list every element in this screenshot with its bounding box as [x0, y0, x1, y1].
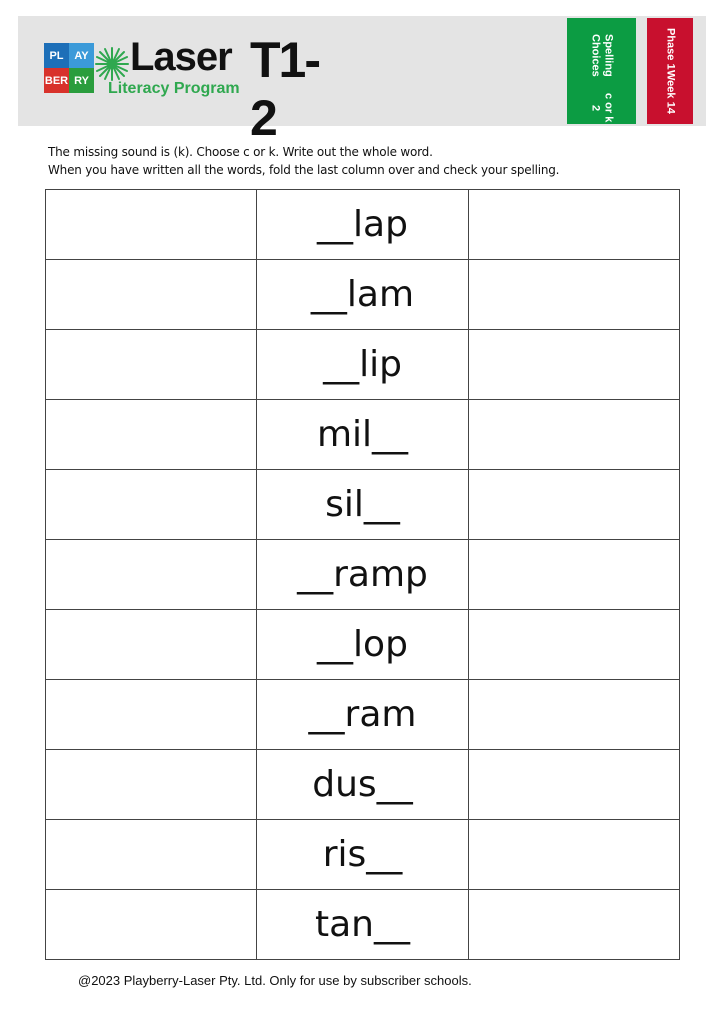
puzzle-piece-1: PL — [44, 43, 69, 68]
check-spelling-cell[interactable] — [468, 540, 679, 610]
check-spelling-cell[interactable] — [468, 820, 679, 890]
missing-sound-word: __ram — [257, 680, 468, 750]
puzzle-piece-4: RY — [69, 68, 94, 93]
word-row — [46, 540, 680, 610]
word-row — [46, 190, 680, 260]
write-answer-cell[interactable] — [46, 750, 257, 820]
puzzle-piece-2: AY — [69, 43, 94, 68]
check-spelling-cell[interactable] — [468, 260, 679, 330]
week-label: Week 14 — [664, 69, 677, 114]
laser-burst-icon — [94, 46, 130, 82]
write-answer-cell[interactable] — [46, 540, 257, 610]
check-spelling-cell[interactable] — [468, 750, 679, 820]
logo-subtitle: Literacy Program — [108, 80, 240, 97]
missing-sound-word: ris__ — [257, 820, 468, 890]
instruction-line-2: When you have written all the words, fold the last column over and check your spelling. — [48, 163, 560, 177]
word-row — [46, 820, 680, 890]
word-row — [46, 680, 680, 750]
write-answer-cell[interactable] — [46, 330, 257, 400]
missing-sound-word: mil__ — [257, 400, 468, 470]
missing-sound-word: __lam — [257, 260, 468, 330]
check-spelling-cell[interactable] — [468, 190, 679, 260]
missing-sound-word: sil__ — [257, 470, 468, 540]
word-row — [46, 400, 680, 470]
phase-week-tag — [647, 18, 693, 124]
copyright-footer: @2023 Playberry-Laser Pty. Ltd. Only for use by subscriber schools. — [78, 973, 472, 988]
write-answer-cell[interactable] — [46, 680, 257, 750]
check-spelling-cell[interactable] — [468, 330, 679, 400]
spelling-choices-tag — [567, 18, 636, 124]
laser-logo — [44, 32, 344, 146]
puzzle-piece-3: BER — [44, 68, 69, 93]
check-spelling-cell[interactable] — [468, 610, 679, 680]
logo-brand: Laser — [130, 35, 232, 79]
write-answer-cell[interactable] — [46, 260, 257, 330]
check-spelling-cell[interactable] — [468, 400, 679, 470]
word-row — [46, 750, 680, 820]
word-row — [46, 470, 680, 540]
spelling-grid — [45, 189, 680, 960]
missing-sound-word: tan__ — [257, 890, 468, 960]
phase-label: Phase 1 — [664, 28, 677, 70]
write-answer-cell[interactable] — [46, 890, 257, 960]
instruction-line-1: The missing sound is (k). Choose c or k. Write out the whole word. — [48, 145, 433, 159]
missing-sound-word: __ramp — [257, 540, 468, 610]
word-row — [46, 610, 680, 680]
write-answer-cell[interactable] — [46, 610, 257, 680]
check-spelling-cell[interactable] — [468, 890, 679, 960]
write-answer-cell[interactable] — [46, 820, 257, 890]
missing-sound-word: __lap — [257, 190, 468, 260]
write-answer-cell[interactable] — [46, 470, 257, 540]
check-spelling-cell[interactable] — [468, 680, 679, 750]
word-row — [46, 330, 680, 400]
check-spelling-cell[interactable] — [468, 470, 679, 540]
spelling-tag-line2: c or k 2 — [589, 93, 615, 123]
write-answer-cell[interactable] — [46, 400, 257, 470]
playberry-puzzle-logo — [44, 43, 94, 93]
missing-sound-word: __lop — [257, 610, 468, 680]
word-row — [46, 890, 680, 960]
missing-sound-word: dus__ — [257, 750, 468, 820]
missing-sound-word: __lip — [257, 330, 468, 400]
instructions — [48, 143, 559, 179]
logo-level: T1-2 — [250, 32, 319, 146]
spelling-tag-line1: Spelling Choices — [589, 33, 615, 77]
write-answer-cell[interactable] — [46, 190, 257, 260]
word-row — [46, 260, 680, 330]
